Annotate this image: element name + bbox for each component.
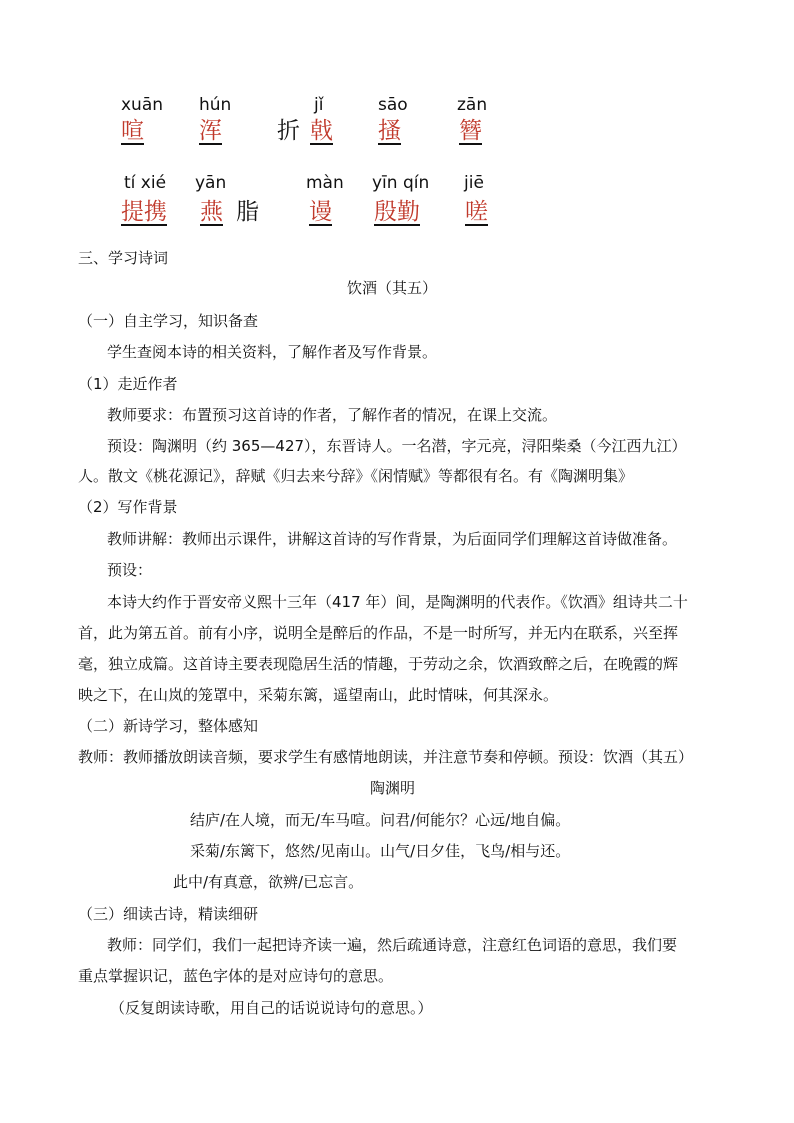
paragraph: 教师：教师播放朗读音频，要求学生有感情地朗读，并注意节奏和停顿。预设：饮酒（其五）	[78, 748, 694, 766]
character-red: 谩	[309, 199, 332, 225]
paragraph: 学生查阅本诗的相关资料，了解作者及写作背景。	[107, 343, 438, 361]
character-red: 戟	[310, 118, 333, 144]
character-red: 浑	[199, 118, 222, 144]
sub-heading: （2）写作背景	[78, 498, 178, 516]
paragraph: （反复朗读诗歌，用自己的话说说诗句的意思。）	[110, 999, 433, 1017]
poem-line: 此中/有真意，欲辨/已忘言。	[173, 873, 364, 891]
pinyin-label: yīn qín	[372, 173, 430, 193]
pinyin-label: màn	[306, 173, 344, 193]
character-red: 燕	[200, 199, 223, 225]
character-red: 簪	[459, 118, 482, 144]
poem-line: 结庐/在人境，而无/车马喧。问君/何能尔？心远/地自偏。	[190, 811, 571, 829]
paragraph: 教师讲解：教师出示课件，讲解这首诗的写作背景，为后面同学们理解这首诗做准备。	[107, 530, 678, 548]
poem-author: 陶渊明	[370, 779, 416, 797]
character-red: 殷勤	[374, 199, 420, 225]
paragraph: 重点掌握识记，蓝色字体的是对应诗句的意思。	[78, 967, 394, 985]
character-red: 嗟	[465, 199, 488, 225]
poem-title: 饮酒（其五）	[347, 279, 438, 297]
paragraph: 教师要求：布置预习这首诗的作者，了解作者的情况，在课上交流。	[107, 406, 558, 424]
part-heading: （二）新诗学习，整体感知	[78, 717, 259, 735]
paragraph: 本诗大约作于晋安帝义熙十三年（417 年）间，是陶渊明的代表作。《饮酒》组诗共二十	[107, 593, 688, 611]
pinyin-label: hún	[199, 95, 232, 115]
section-heading: 三、学习诗词	[78, 249, 169, 267]
character-plain: 脂	[236, 199, 259, 225]
character-red: 提携	[121, 199, 167, 225]
character-plain: 折	[277, 118, 300, 144]
paragraph: 首，此为第五首。前有小序，说明全是醉后的作品，不是一时所写，并无内在联系，兴至挥	[78, 624, 679, 642]
paragraph: 映之下，在山岚的笼罩中，采菊东篱，遥望南山，此时情味，何其深永。	[78, 686, 559, 704]
character-red: 搔	[378, 118, 401, 144]
part-heading: （一）自主学习，知识备查	[78, 312, 259, 330]
pinyin-label: jiē	[464, 173, 484, 193]
pinyin-label: yān	[195, 173, 227, 193]
pinyin-label: jǐ	[314, 95, 324, 115]
part-heading: （三）细读古诗，精读细研	[78, 905, 259, 923]
pinyin-label: zān	[457, 95, 488, 115]
pinyin-label: sāo	[378, 95, 408, 115]
paragraph: 教师：同学们，我们一起把诗齐读一遍，然后疏通诗意，注意红色词语的意思，我们要	[107, 936, 678, 954]
paragraph: 人。散文《桃花源记》，辞赋《归去来兮辞》《闲情赋》等都很有名。有《陶渊明集》	[78, 467, 634, 485]
paragraph: 预设：	[107, 561, 153, 579]
paragraph: 毫，独立成篇。这首诗主要表现隐居生活的情趣，于劳动之余，饮酒致醉之后，在晚霞的辉	[78, 655, 679, 673]
pinyin-label: xuān	[121, 95, 164, 115]
poem-line: 采菊/东篱下，悠然/见南山。山气/日夕佳，飞鸟/相与还。	[190, 842, 571, 860]
character-red: 喧	[121, 118, 144, 144]
pinyin-label: tí xié	[124, 173, 167, 193]
paragraph: 预设：陶渊明（约 365—427），东晋诗人。一名潜，字元亮，浔阳柴桑（今江西九江）	[107, 437, 687, 455]
sub-heading: （1）走近作者	[78, 375, 178, 393]
